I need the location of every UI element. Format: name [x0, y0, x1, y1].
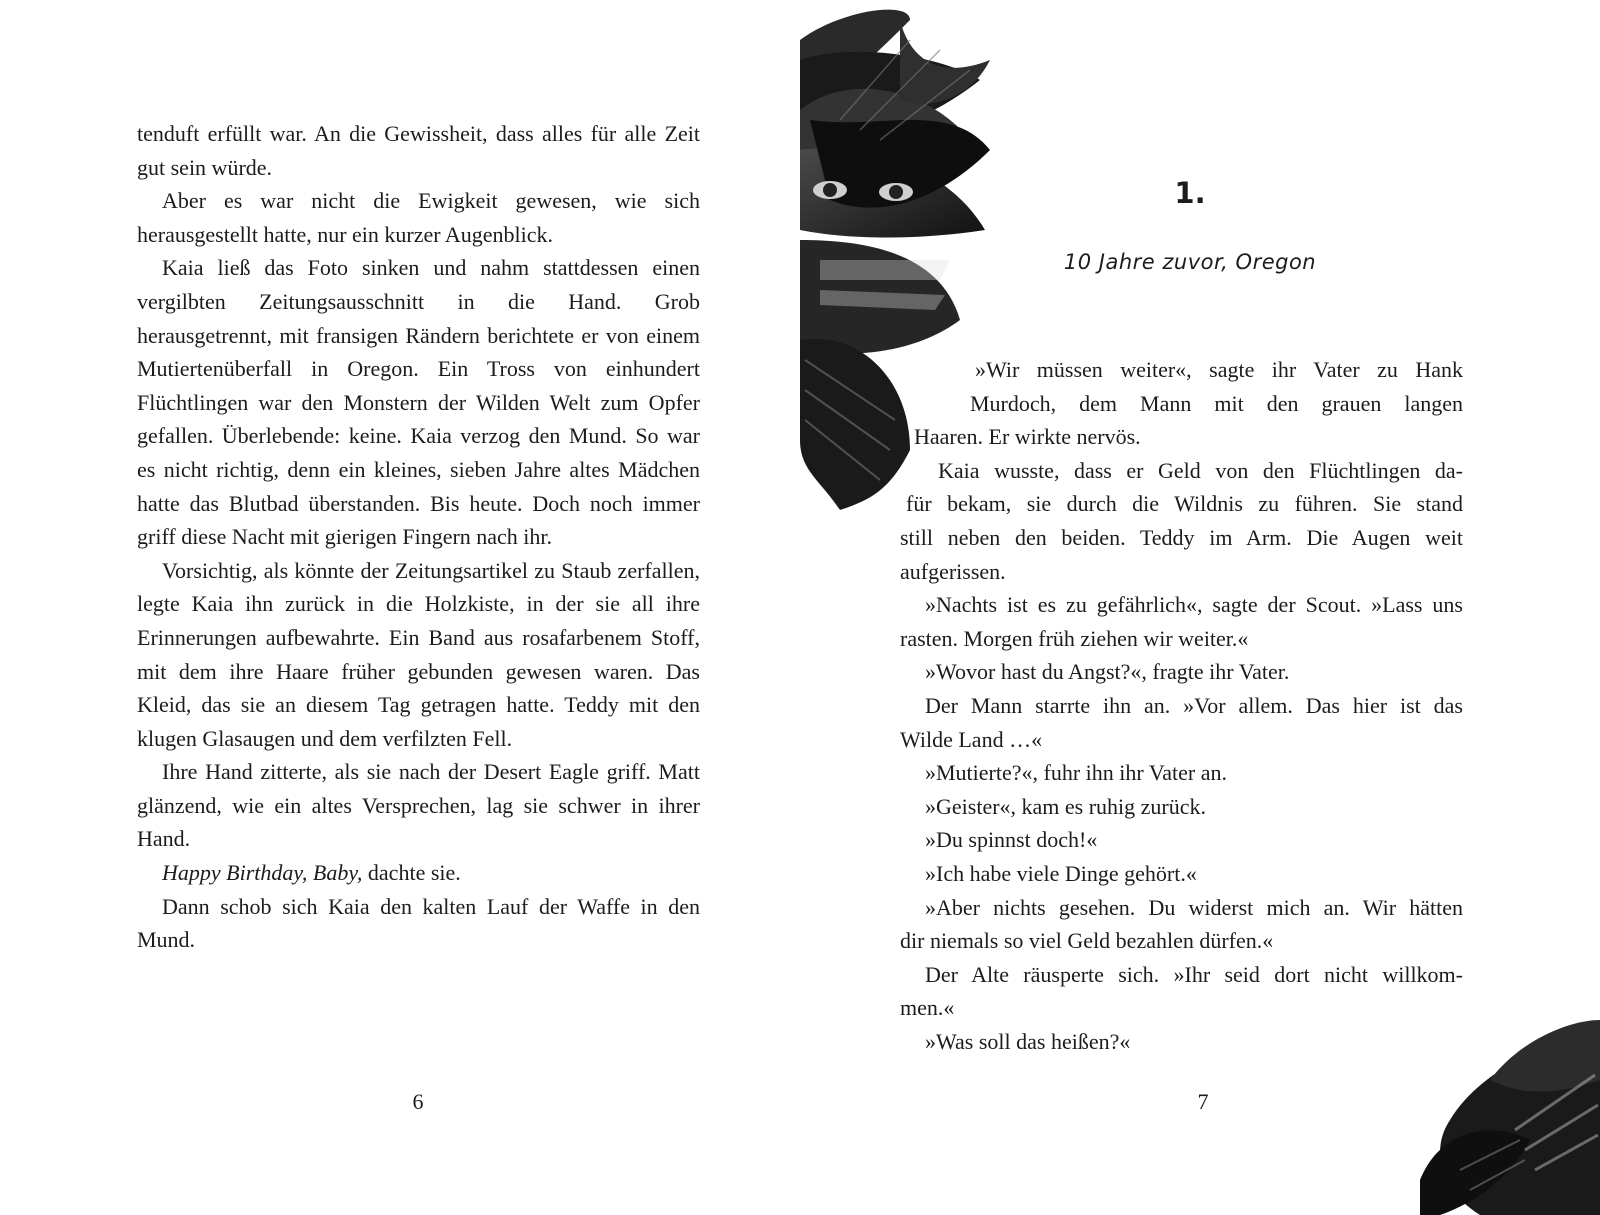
- text-line: für bekam, sie durch die Wildnis zu führen. Sie stand: [906, 491, 1463, 517]
- left-body-text: [137, 117, 700, 957]
- paragraph: Aber es war nicht die Ewigkeit gewesen, wie sich herausgestellt hatte, nur ein kurzer Augenblick.: [137, 188, 700, 247]
- italic-rest: dachte sie.: [362, 860, 461, 886]
- right-body-text: [900, 353, 1463, 1058]
- text-line: Murdoch, dem Mann mit den grauen langen: [970, 390, 1463, 416]
- text-line: »Nachts ist es zu gefährlich«, sagte der Scout. »Lass uns: [925, 592, 1463, 618]
- text-line: Der Alte räusperte sich. »Ihr seid dort nicht willkom-: [925, 961, 1463, 987]
- text-line: Wilde Land …«: [900, 726, 1043, 752]
- text-line: rasten. Morgen früh ziehen wir weiter.«: [900, 625, 1249, 651]
- text-line: aufgerissen.: [900, 558, 1006, 584]
- chapter-number: 1.: [1174, 176, 1206, 210]
- page-number-left: 6: [412, 1089, 424, 1114]
- chapter-subtitle: 10 Jahre zuvor, Oregon: [1063, 250, 1317, 274]
- text-line: Der Mann starrte ihn an. »Vor allem. Das hier ist das: [925, 692, 1463, 718]
- text-line: »Du spinnst doch!«: [925, 827, 1098, 853]
- text-line: Kaia wusste, dass er Geld von den Flüchtlingen da-: [938, 457, 1463, 483]
- paragraph: Vorsichtig, als könnte der Zeitungsartikel zu Staub zerfallen, legte Kaia ihn zurück in die Holzkiste, in der sie all ihre Erinnerungen aufbewahrte. Ein Band aus rosafarbenem Stoff, mit dem ihre Haare früher gebunden gewesen waren. Das Kleid, das sie an diesem Tag getragen hatte. Teddy mit den klugen Glasaugen und dem verfilzten Fell.: [137, 557, 700, 751]
- text-line: »Ich habe viele Dinge gehört.«: [925, 860, 1197, 886]
- italic-phrase: Happy Birthday, Baby,: [162, 860, 363, 886]
- text-line: »Was soll das heißen?«: [925, 1028, 1131, 1054]
- text-line: »Wovor hast du Angst?«, fragte ihr Vater.: [925, 659, 1290, 685]
- paragraph-italic: [137, 856, 700, 890]
- text-line: »Geister«, kam es ruhig zurück.: [925, 793, 1207, 819]
- paragraph: Ihre Hand zitterte, als sie nach der Desert Eagle griff. Matt glänzend, wie ein altes Versprechen, lag sie schwer in ihrer Hand.: [137, 759, 700, 852]
- paragraph: Kaia ließ das Foto sinken und nahm stattdessen einen vergilbten Zeitungsausschnitt in die Hand. Grob herausgetrennt, mit fransigen Rändern berichtete er von einem Mutiertenüberfall in Oregon. Ein Tross von einhundert Flüchtlingen war den Monstern der Wilden Welt zum Opfer gefallen. Überlebende: keine. Kaia verzog den Mund. So war es nicht richtig, denn ein kleines, sieben Jahre altes Mädchen hatte das Blutbad überstanden. Bis heute. Doch noch immer griff diese Nacht mit gierigen Fingern nach ihr.: [137, 255, 700, 550]
- text-line: still neben den beiden. Teddy im Arm. Die Augen weit: [900, 524, 1463, 550]
- right-page: [800, 0, 1600, 1215]
- text-line: »Mutierte?«, fuhr ihn ihr Vater an.: [925, 760, 1228, 786]
- text-line: men.«: [900, 995, 955, 1021]
- jungle-leaves-corner-illustration: [1420, 1020, 1600, 1215]
- text-line: Haaren. Er wirkte nervös.: [914, 424, 1141, 450]
- text-line: »Aber nichts gesehen. Du widerst mich an. Wir hätten: [925, 894, 1463, 920]
- page-number-right: 7: [1197, 1089, 1209, 1114]
- paragraph: Dann schob sich Kaia den kalten Lauf der Waffe in den Mund.: [137, 893, 700, 953]
- text-line: »Wir müssen weiter«, sagte ihr Vater zu Hank: [975, 357, 1463, 382]
- text-line: dir niemals so viel Geld bezahlen dürfen.«: [900, 928, 1274, 954]
- paragraph: tenduft erfüllt war. An die Gewissheit, dass alles für alle Zeit gut sein würde.: [137, 121, 700, 180]
